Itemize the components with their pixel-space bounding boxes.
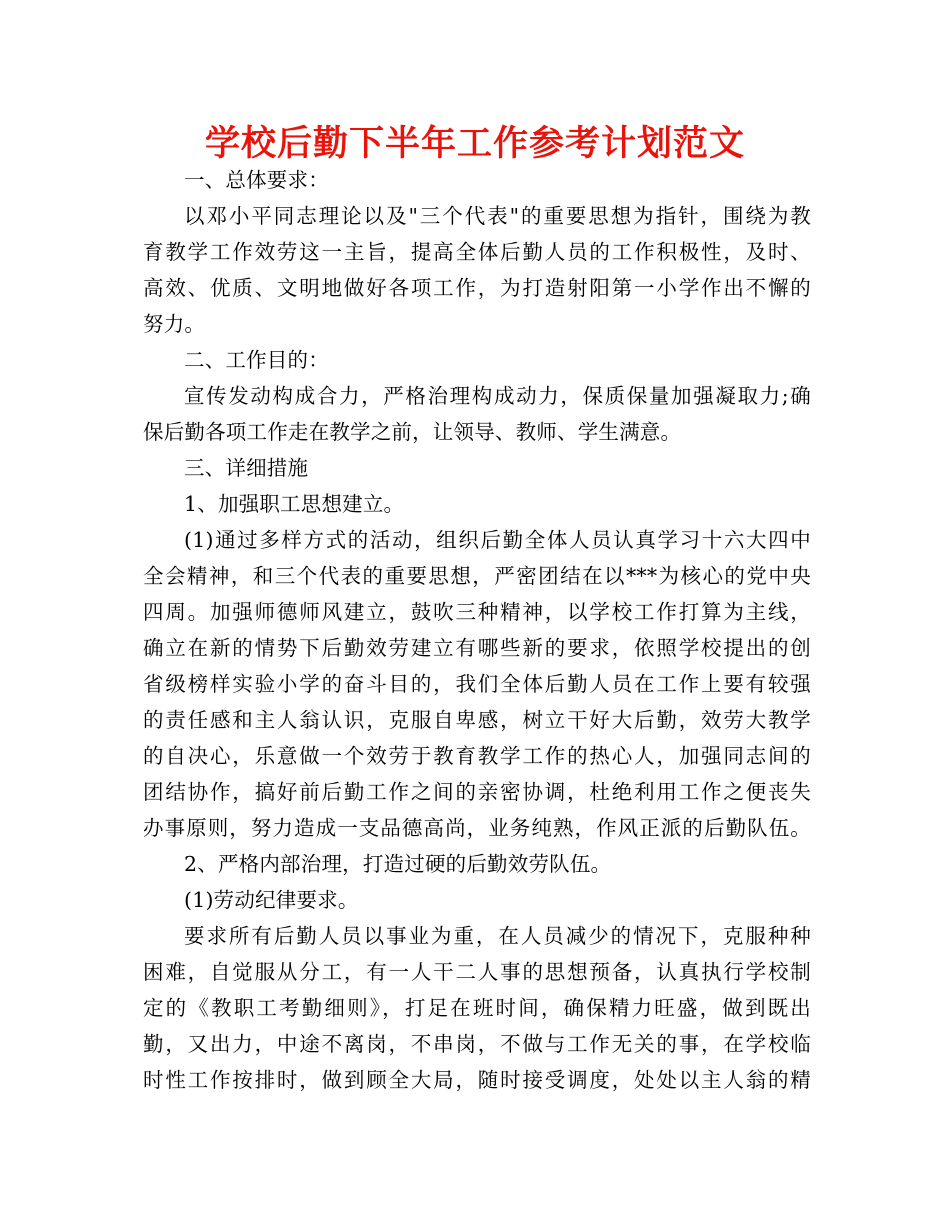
paragraph-line: 勤，又出力，中途不离岗，不串岗，不做与工作无关的事，在学校临 <box>143 1032 811 1056</box>
section-heading: 二、工作目的： <box>184 348 329 372</box>
paragraph-line: 保后勤各项工作走在教学之前，让领导、教师、学生满意。 <box>143 420 682 444</box>
paragraph-line: 办事原则，努力造成一支品德高尚，业务纯熟，作风正派的后勤队伍。 <box>143 816 811 840</box>
paragraph-line: 要求所有后勤人员以事业为重，在人员减少的情况下，克服种种 <box>184 924 811 948</box>
paragraph-line: 的自决心，乐意做一个效劳于教育教学工作的热心人，加强同志间的 <box>143 744 811 768</box>
paragraph-line: (1)通过多样方式的活动，组织后勤全体人员认真学习十六大四中 <box>184 528 811 552</box>
paragraph-line: 宣传发动构成合力，严格治理构成动力，保质保量加强凝取力;确 <box>184 384 811 408</box>
paragraph-line: 困难，自觉服从分工，有一人干二人事的思想预备，认真执行学校制 <box>143 960 811 984</box>
paragraph-line: 高效、优质、文明地做好各项工作，为打造射阳第一小学作出不懈的 <box>143 276 811 300</box>
paragraph-line: 努力。 <box>143 312 206 336</box>
paragraph-line: 的责任感和主人翁认识，克服自卑感，树立干好大后勤，效劳大教学 <box>143 708 811 732</box>
paragraph-line: 省级榜样实验小学的奋斗目的，我们全体后勤人员在工作上要有较强 <box>143 672 811 696</box>
section-heading: 三、详细措施 <box>184 456 309 480</box>
paragraph-line: 团结协作，搞好前后勤工作之间的亲密协调，杜绝利用工作之便丧失 <box>143 780 811 804</box>
paragraph-line: 育教学工作效劳这一主旨，提高全体后勤人员的工作积极性，及时、 <box>143 240 811 264</box>
section-heading: 一、总体要求： <box>184 168 329 192</box>
subsection-heading: (1)劳动纪律要求。 <box>184 888 359 912</box>
document-title: 学校后勤下半年工作参考计划范文 <box>204 124 745 164</box>
paragraph-line: 时性工作按排时，做到顾全大局，随时接受调度，处处以主人翁的精 <box>143 1068 811 1092</box>
subsection-heading: 2、严格内部治理，打造过硬的后勤效劳队伍。 <box>184 852 612 876</box>
paragraph-line: 确立在新的情势下后勤效劳建立有哪些新的要求，依照学校提出的创 <box>143 636 811 660</box>
paragraph-line: 全会精神，和三个代表的重要思想，严密团结在以***为核心的党中央 <box>143 564 811 588</box>
paragraph-line: 定的《教职工考勤细则》，打足在班时间，确保精力旺盛，做到既出 <box>143 996 811 1020</box>
paragraph-line: 以邓小平同志理论以及"三个代表"的重要思想为指针，围绕为教 <box>184 204 811 228</box>
subsection-heading: 1、加强职工思想建立。 <box>184 492 405 516</box>
paragraph-line: 四周。加强师德师风建立，鼓吹三种精神，以学校工作打算为主线， <box>143 600 811 624</box>
